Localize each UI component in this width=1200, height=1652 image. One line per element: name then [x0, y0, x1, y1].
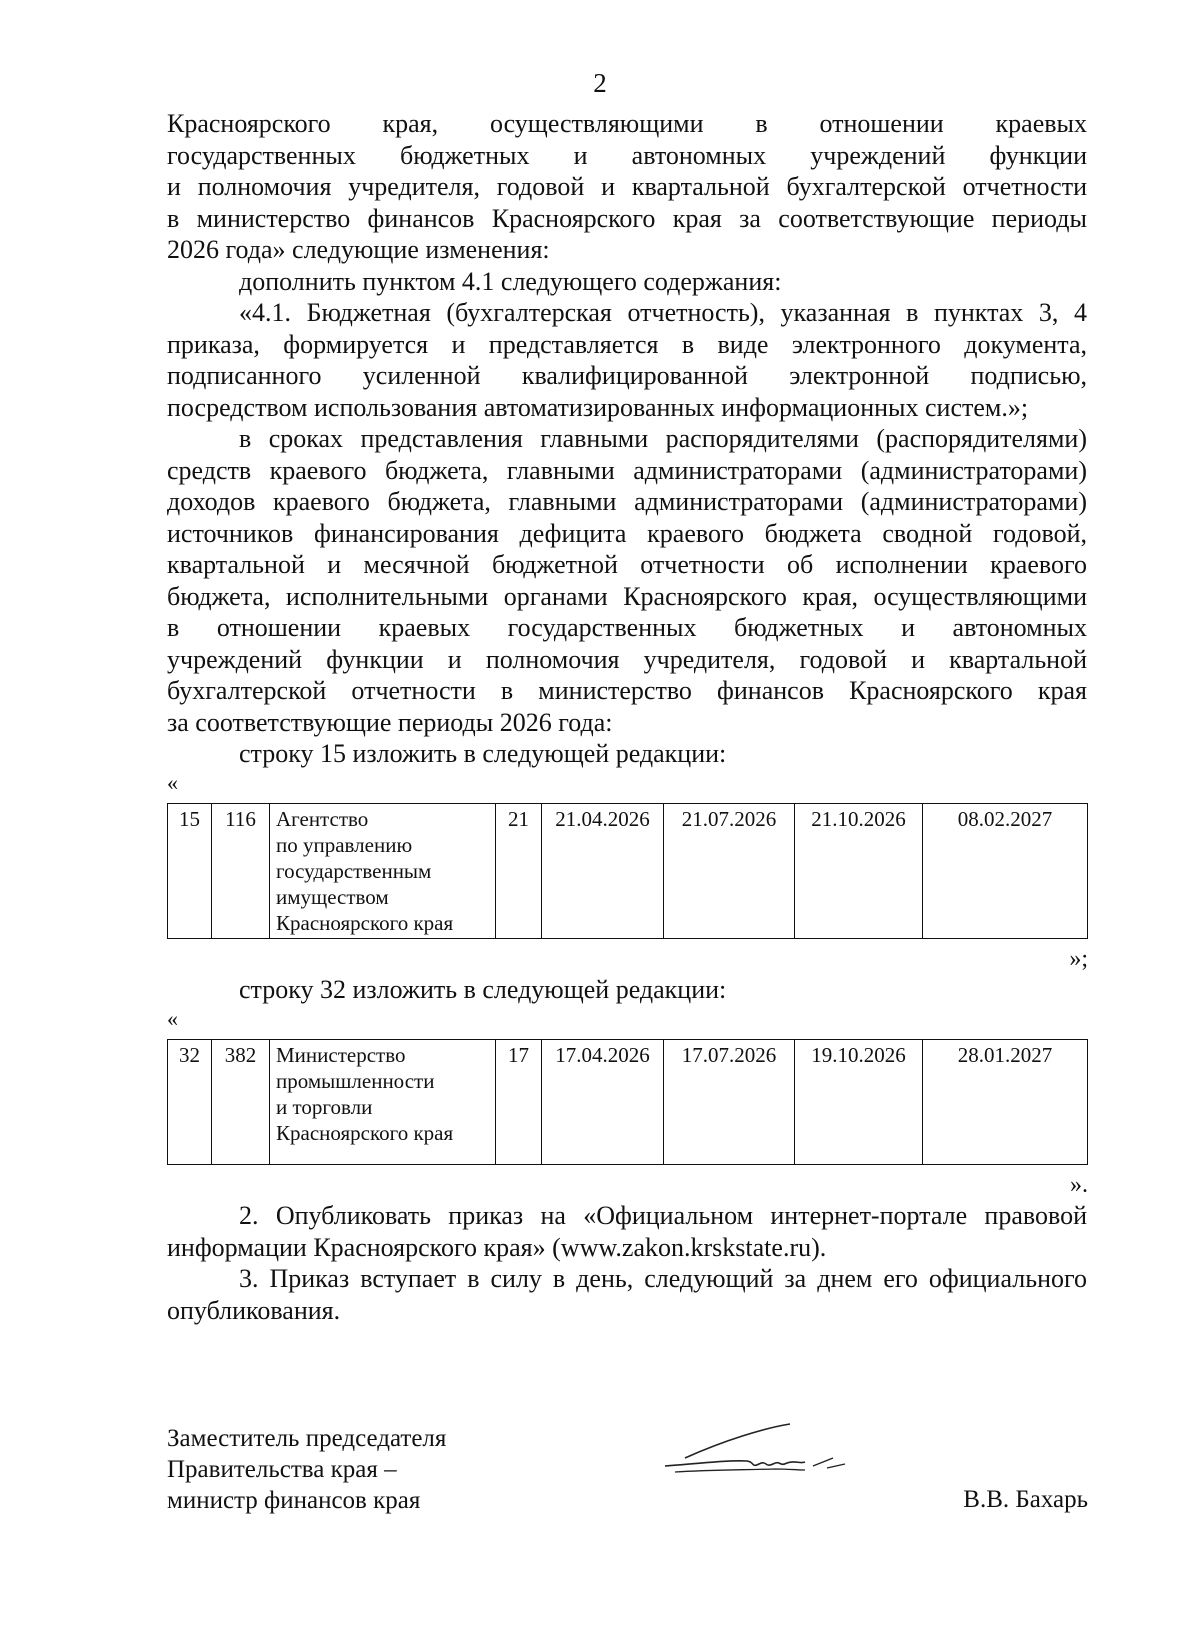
signer-title — [167, 1423, 446, 1516]
text-line: и полномочия учредителя, годовой и квартальной бухгалтерской отчетности — [167, 172, 1087, 201]
cell-date-year: 28.01.2027 — [923, 1040, 1088, 1165]
cell-code: 116 — [212, 804, 270, 939]
table-row — [168, 1040, 1088, 1165]
cell-date-q1: 17.04.2026 — [542, 1040, 664, 1165]
text-line: квартальной и месячной бюджетной отчетности об исполнении краевого — [167, 550, 1087, 579]
name-line: промышленности — [276, 1069, 435, 1093]
text-line: «4.1. Бюджетная (бухгалтерская отчетность), указанная в пунктах 3, 4 — [239, 298, 1087, 327]
page-number: 2 — [593, 68, 607, 98]
text-line: строку 32 изложить в следующей редакции: — [239, 975, 727, 1004]
text-line: 2. Опубликовать приказ на «Официальном интернет-портале правовой — [239, 1201, 1087, 1230]
signer-title-line: Правительства края – — [167, 1456, 397, 1483]
signer-title-line: министр финансов края — [167, 1487, 421, 1514]
cell-code: 382 — [212, 1040, 270, 1165]
item-2-paragraph — [167, 1200, 1087, 1263]
text-line: информации Красноярского края» (www.zakon.krskstate.ru). — [167, 1232, 827, 1262]
cell-date-q2: 17.07.2026 — [664, 1040, 795, 1165]
cell-name — [270, 804, 496, 939]
name-line: Министерство — [276, 1043, 406, 1067]
cell-date-q3: 19.10.2026 — [795, 1040, 923, 1165]
text-line: в отношении краевых государственных бюджетных и автономных — [167, 613, 1087, 642]
text-line: 3. Приказ вступает в силу в день, следующий за днем его официального — [239, 1264, 1087, 1293]
text-line: посредством использования автоматизированных информационных систем.»; — [167, 392, 1029, 422]
name-line: и торговли — [276, 1095, 373, 1119]
text-line: источников финансирования дефицита краевого бюджета сводной годовой, — [167, 518, 1087, 548]
text-line: в сроках представления главными распорядителями (распорядителями) — [239, 424, 1087, 453]
name-line: Красноярского края — [276, 911, 454, 935]
text-line: в министерство финансов Красноярского края за соответствующие периоды — [167, 203, 1087, 233]
name-line: государственным — [276, 859, 432, 883]
signer-title-line: Заместитель председателя — [167, 1425, 447, 1452]
cell-date-q1: 21.04.2026 — [542, 804, 664, 939]
row32-table — [167, 1039, 1088, 1165]
quote-open-1: « — [167, 770, 178, 795]
text-line: средств краевого бюджета, главными администраторами (администраторами) — [167, 455, 1087, 485]
cell-days: 21 — [496, 804, 542, 939]
name-line: имуществом — [276, 885, 389, 909]
text-line: учреждений функции и полномочия учредителя, годовой и квартальной — [167, 644, 1087, 674]
row15-table — [167, 803, 1088, 939]
point-41-paragraph — [167, 297, 1087, 423]
cell-days: 17 — [496, 1040, 542, 1165]
text-line: Красноярского края, осуществляющими в отношении краевых — [167, 109, 1087, 138]
cell-number: 32 — [168, 1040, 212, 1165]
cell-date-year: 08.02.2027 — [923, 804, 1088, 939]
handwritten-signature — [655, 1420, 850, 1490]
terms-paragraph — [167, 423, 1087, 738]
row15-intro — [167, 738, 1087, 770]
cell-date-q3: 21.10.2026 — [795, 804, 923, 939]
text-line: подписанного усиленной квалифицированной электронной подписью, — [167, 361, 1087, 390]
add-point-paragraph — [167, 266, 1087, 298]
text-line: за соответствующие периоды 2026 года: — [167, 707, 613, 737]
quote-open-2: « — [167, 1006, 178, 1031]
table-row — [168, 804, 1088, 939]
signer-name: В.В. Бахарь — [963, 1486, 1088, 1513]
quote-close-2: ». — [1070, 1172, 1088, 1198]
name-line: Красноярского края — [276, 1121, 454, 1145]
text-line: государственных бюджетных и автономных учреждений функции — [167, 140, 1087, 170]
text-line: строку 15 изложить в следующей редакции: — [239, 739, 727, 768]
text-line: бюджета, исполнительными органами Красноярского края, осуществляющими — [167, 581, 1087, 611]
text-line: доходов краевого бюджета, главными администраторами (администраторами) — [167, 487, 1087, 516]
cell-date-q2: 21.07.2026 — [664, 804, 795, 939]
name-line: Агентство — [276, 807, 369, 831]
text-line: бухгалтерской отчетности в министерство финансов Красноярского края — [167, 676, 1087, 705]
item-3-paragraph — [167, 1263, 1087, 1326]
text-line: приказа, формируется и представляется в виде электронного документа, — [167, 329, 1087, 359]
cell-number: 15 — [168, 804, 212, 939]
cell-name — [270, 1040, 496, 1165]
text-line: 2026 года» следующие изменения: — [167, 235, 550, 264]
text-line: дополнить пунктом 4.1 следующего содержания: — [239, 267, 782, 296]
quote-close-1: »; — [1069, 946, 1088, 972]
row32-intro — [167, 974, 1087, 1006]
text-line: опубликования. — [167, 1295, 341, 1325]
intro-paragraph — [167, 108, 1087, 266]
name-line: по управлению — [276, 833, 413, 857]
